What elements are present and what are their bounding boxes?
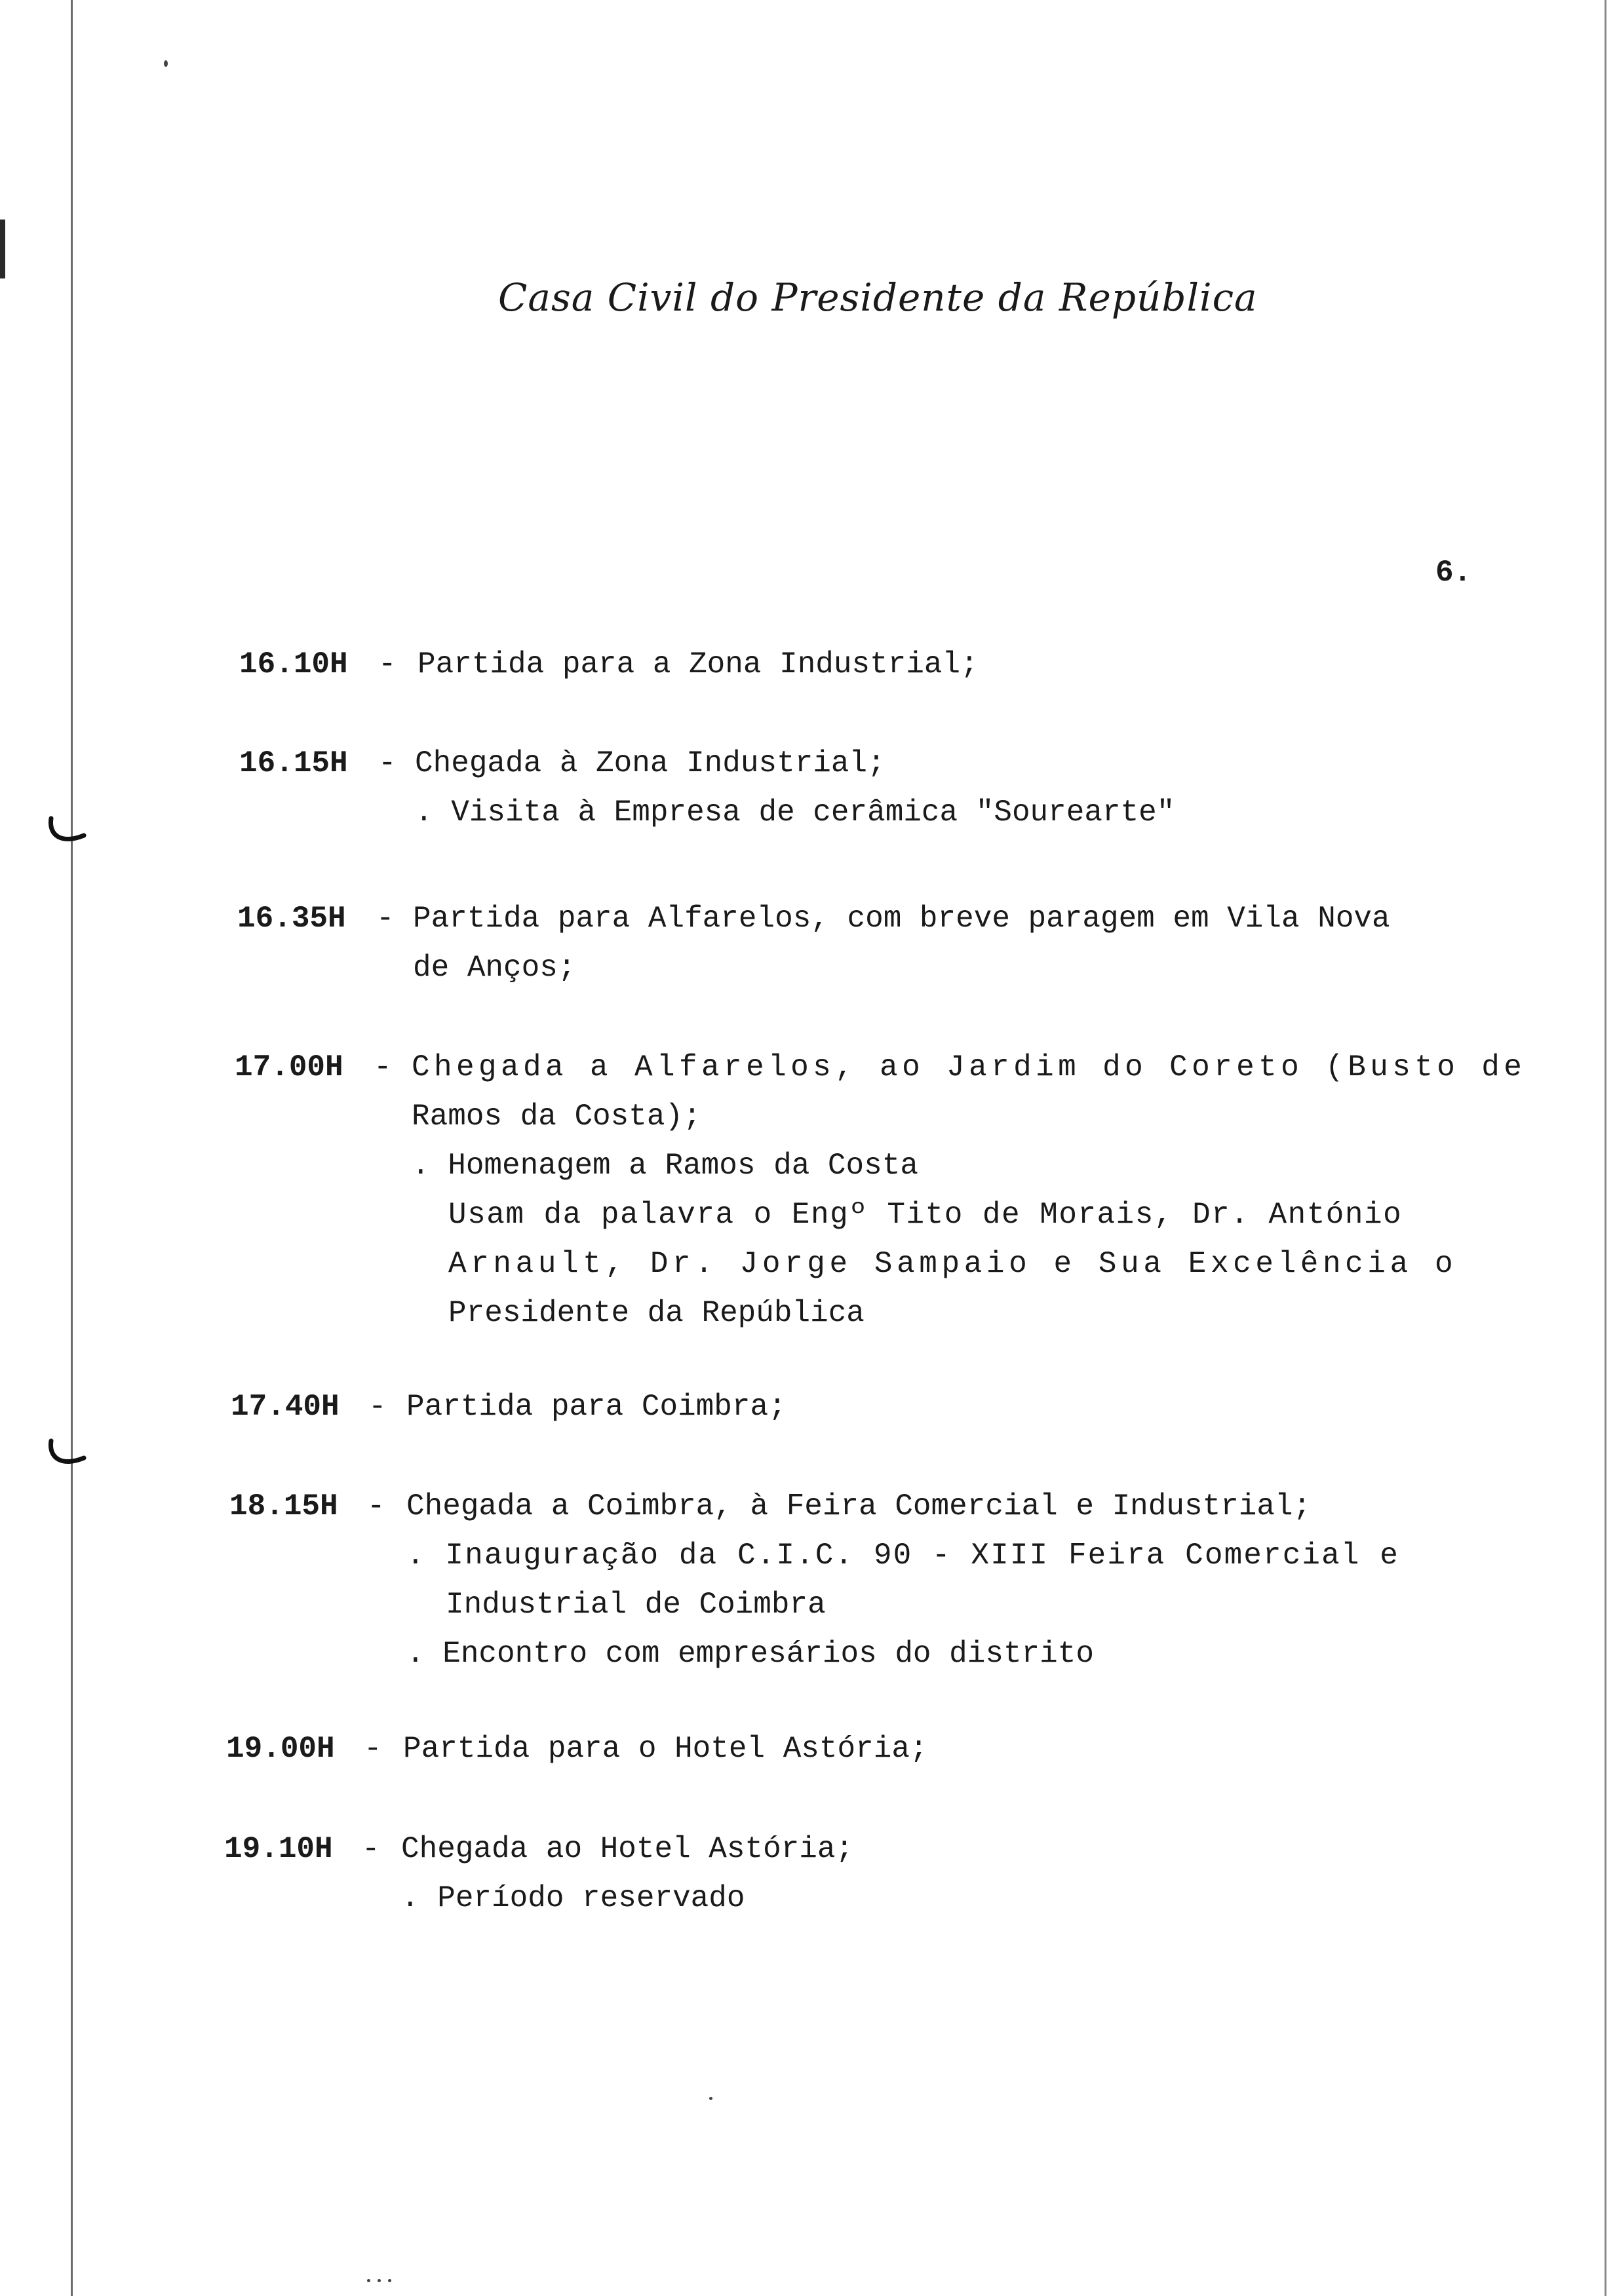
entry-text: Partida para a Zona Industrial; <box>418 647 979 681</box>
entry-dash: - <box>368 1390 387 1424</box>
entry-subline: Presidente da República <box>448 1296 865 1330</box>
entry-bullet: . Encontro com empresários do distrito <box>406 1637 1094 1671</box>
entry-dash: - <box>367 1489 385 1523</box>
entry-dash: - <box>374 1050 392 1084</box>
entry-time: 18.15H <box>229 1489 338 1523</box>
scan-margin-line-right <box>1605 0 1606 2296</box>
entry-time: 19.10H <box>224 1832 333 1866</box>
entry-time: 16.10H <box>239 647 348 681</box>
schedule-entry <box>226 1725 1471 1777</box>
entry-text: Partida para Alfarelos, com breve paragem em Vila Nova <box>413 902 1390 936</box>
entry-text: Partida para Coimbra; <box>406 1390 787 1424</box>
binder-hole-mark-icon <box>46 816 88 847</box>
entry-time: 17.40H <box>231 1390 340 1424</box>
entry-bullet: . Visita à Empresa de cerâmica "Sourearte" <box>415 795 1175 830</box>
entry-text: Chegada a Alfarelos, ao Jardim do Coreto (Busto de <box>412 1050 1527 1084</box>
entry-time: 19.00H <box>226 1732 335 1766</box>
schedule-entry <box>237 894 1483 999</box>
binder-hole-mark-icon <box>46 1438 88 1470</box>
entry-text: Chegada à Zona Industrial; <box>415 746 885 780</box>
scan-speck <box>388 2279 391 2282</box>
entry-dash: - <box>364 1732 382 1766</box>
entry-time: 17.00H <box>235 1050 343 1084</box>
entry-time: 16.35H <box>237 902 346 936</box>
schedule-entry <box>231 1383 1476 1435</box>
entry-time: 16.15H <box>239 746 348 780</box>
entry-bullet: . Período reservado <box>401 1881 745 1915</box>
schedule-entry <box>239 640 1485 693</box>
entry-subline: Usam da palavra o Engº Tito de Morais, Dr. António <box>448 1198 1403 1232</box>
entry-text: Chegada a Coimbra, à Feira Comercial e Industrial; <box>406 1489 1312 1523</box>
entry-subline: Arnault, Dr. Jorge Sampaio e Sua Excelência o <box>448 1247 1458 1281</box>
letterhead: Casa Civil do Presidente da República <box>498 275 1258 320</box>
page-number: 6. <box>1435 556 1472 590</box>
schedule-entry <box>224 1825 1469 1930</box>
entry-bullet: . Inauguração da C.I.C. 90 - XIII Feira Comercial e <box>406 1539 1399 1573</box>
scan-speck <box>367 2279 370 2282</box>
entry-dash: - <box>362 1832 380 1866</box>
scan-margin-line-left <box>71 0 73 2296</box>
scan-speck <box>378 2279 381 2282</box>
schedule-entry <box>239 739 1485 844</box>
entry-dash: - <box>376 902 395 936</box>
scan-speck <box>164 60 168 67</box>
entry-dash: - <box>378 746 397 780</box>
entry-text: Chegada ao Hotel Astória; <box>401 1832 854 1866</box>
scan-edge-mark <box>0 220 5 278</box>
scan-speck <box>709 2097 712 2100</box>
entry-text: de Anços; <box>413 951 576 985</box>
entry-text: Partida para o Hotel Astória; <box>403 1732 928 1766</box>
schedule-entry <box>229 1482 1475 1685</box>
entry-bullet: . Homenagem a Ramos da Costa <box>412 1149 918 1183</box>
schedule-entry <box>235 1043 1527 1345</box>
entry-dash: - <box>378 647 397 681</box>
entry-bullet: Industrial de Coimbra <box>446 1588 826 1622</box>
entry-text: Ramos da Costa); <box>412 1100 701 1134</box>
